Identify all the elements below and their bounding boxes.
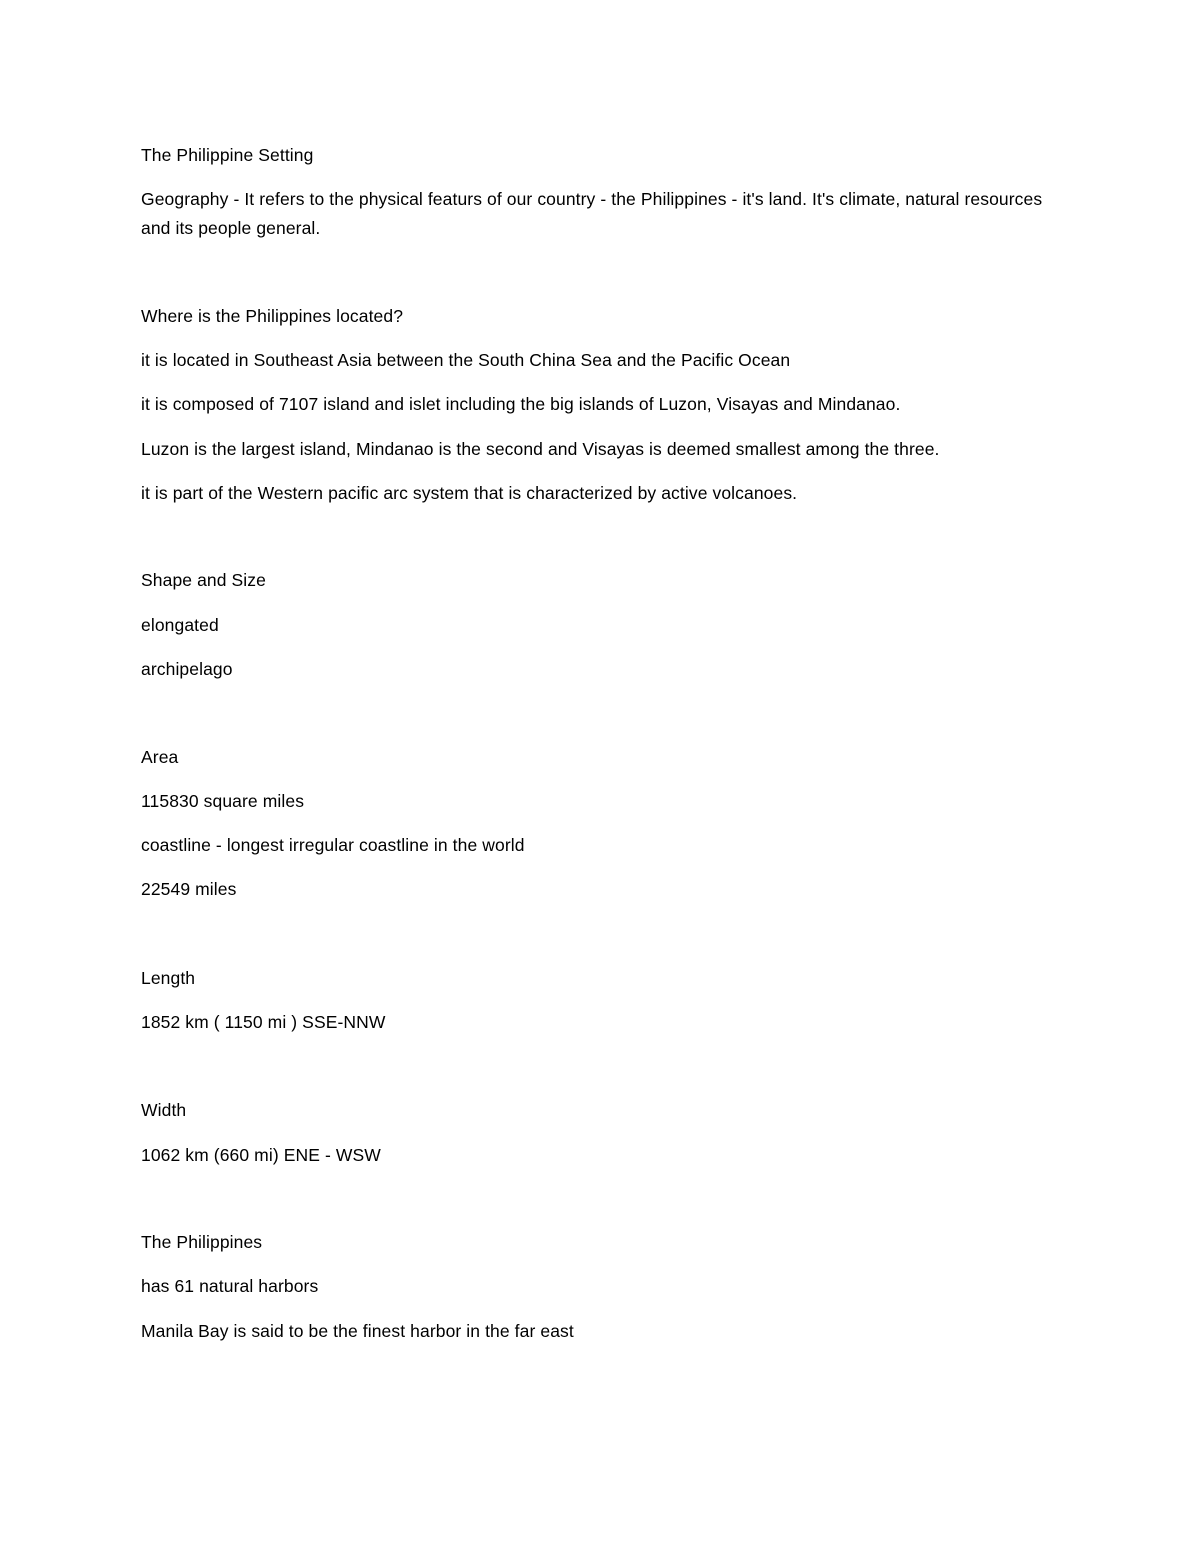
area-line: 115830 square miles [141,791,305,811]
width-line: 1062 km (660 mi) ENE - WSW [141,1145,381,1165]
philippines-heading: The Philippines [141,1232,263,1252]
area-line: 22549 miles [141,879,237,899]
location-line: it is part of the Western pacific arc system that is characterized by active volcanoes. [141,483,798,503]
location-line: it is located in Southeast Asia between the South China Sea and the Pacific Ocean [141,350,791,370]
document-title: The Philippine Setting [141,145,314,165]
area-line: coastline - longest irregular coastline in the world [141,835,525,855]
location-heading: Where is the Philippines located? [141,306,404,326]
area-heading: Area [141,747,179,767]
philippines-line: has 61 natural harbors [141,1276,319,1296]
intro-paragraph: Geography - It refers to the physical featurs of our country - the Philippines - it's land. It's climate, natural resources and its people general. [141,189,1043,238]
location-line: it is composed of 7107 island and islet including the big islands of Luzon, Visayas and Mindanao. [141,394,901,414]
location-line: Luzon is the largest island, Mindanao is the second and Visayas is deemed smallest among the three. [141,439,940,459]
philippines-line: Manila Bay is said to be the finest harbor in the far east [141,1321,574,1341]
width-heading: Width [141,1100,187,1120]
length-heading: Length [141,968,196,988]
shape-heading: Shape and Size [141,570,266,590]
shape-line: elongated [141,615,219,635]
shape-line: archipelago [141,659,233,679]
length-line: 1852 km ( 1150 mi ) SSE-NNW [141,1012,386,1032]
